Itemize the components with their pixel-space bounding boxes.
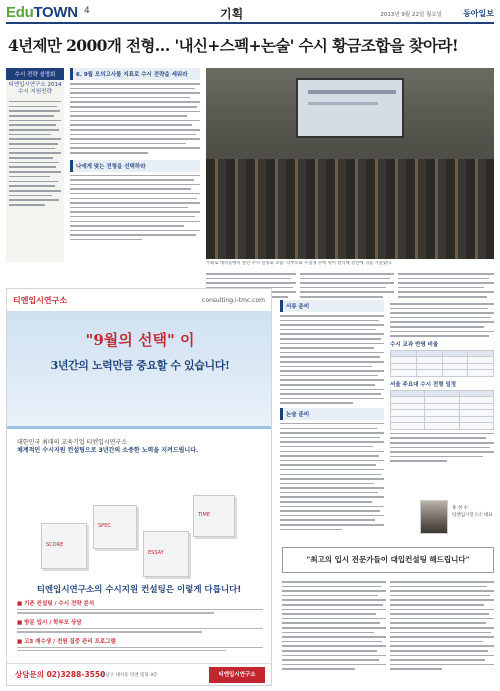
article-text (70, 83, 200, 153)
article-column-4 (398, 270, 494, 298)
audience-crowd (206, 159, 494, 259)
article-column-6 (390, 300, 494, 462)
sidebar-box-subtitle: 티엔입시연구소 2014 수시 지원전략 (8, 82, 62, 95)
portrait-caption: 홍 성 수 티엔입시연구소 대표 (452, 506, 493, 518)
list-item: ■ 방문 입시 / 학부모 상담 (17, 618, 263, 633)
masthead (6, 4, 494, 24)
section-title: 기획 (220, 7, 244, 21)
ad-intro: 대한민국 최대의 교육기업 티엔입시연구소 체계적인 수시지원 컨설팅으로 3년간의 소중한 노력을 지켜드립니다. (17, 439, 199, 455)
article-column-8 (390, 578, 494, 670)
table-title: 서울 주요대 수시 전형 일정 (390, 381, 457, 388)
list-item: ■ 고3 재수생 / 전원 집중 관리 프로그램 (17, 637, 263, 652)
dateline: 2013년 9월 22일 월요일 (380, 12, 442, 18)
data-table (390, 350, 494, 377)
article-subhead: 서류 준비 (280, 300, 384, 312)
projector-screen (296, 78, 404, 138)
pull-quote: "최고의 입시 전문가들이 대입컨설팅 해드립니다" (282, 547, 494, 573)
ad-url-link[interactable]: consulting.i-tmc.com (202, 297, 265, 304)
ad-subheadline: 3년간의 노력만큼 중요할 수 있습니다! (50, 359, 230, 372)
sidebar-info-box (6, 68, 64, 262)
ad-brand-badge: 티엔입시연구소 (209, 667, 265, 683)
page-number: 4 (84, 6, 90, 16)
data-table (390, 390, 494, 430)
ad-footer (7, 663, 271, 685)
ad-logo: 티엔입시연구소 (13, 296, 68, 305)
author-portrait (420, 500, 448, 534)
ad-cube-graphic: SCORE SPEC ESSAY TIME (41, 485, 241, 581)
ad-phone[interactable]: 상담문의 02)3288-3550 (15, 670, 106, 679)
ad-headline: "9월의 선택" 이 (85, 331, 195, 349)
article-subhead: 나에게 맞는 전형을 선택하라 (70, 160, 200, 172)
ad-slogan: 티엔입시연구소의 수시지원 컨설팅은 이렇게 다릅니다! (36, 585, 242, 595)
ad-banner (7, 311, 271, 429)
article-text (70, 175, 200, 241)
article-subhead: 6. 9월 모의고사를 지표로 수시 전략을 세워라 (70, 68, 200, 80)
table-title: 수시 교과 반영 비율 (390, 341, 439, 348)
article-column-1 (70, 68, 200, 240)
article-column-7 (282, 578, 386, 670)
paper-name: 동아일보 (463, 9, 494, 18)
list-item: ■ 기존 컨설팅 / 수시 전략 분석 (17, 599, 263, 614)
article-subhead: 논술 준비 (280, 408, 384, 420)
seminar-photo (206, 68, 494, 259)
advertisement[interactable] (6, 288, 272, 686)
photo-caption: 주최로 대치동에서 열린 수시 설명회 모습. 학부모와 수험생 수백 명이 참석해 강연에 귀를 기울였다. (206, 261, 393, 266)
brand-logo[interactable]: EduTOWN (6, 4, 78, 21)
ad-feature-list (17, 599, 263, 655)
article-column-5 (280, 300, 384, 530)
ad-address: 강남구 대치동 티엔 빌딩 4층 (101, 673, 158, 678)
article-column-3 (300, 270, 394, 298)
sidebar-box-title: 수시 전략 설명회 (6, 68, 64, 80)
sidebar-box-body (6, 101, 64, 206)
page-headline: 4년제만 2000개 전형… '내신+스펙+논술' 수시 황금조합을 찾아라! (8, 36, 459, 55)
